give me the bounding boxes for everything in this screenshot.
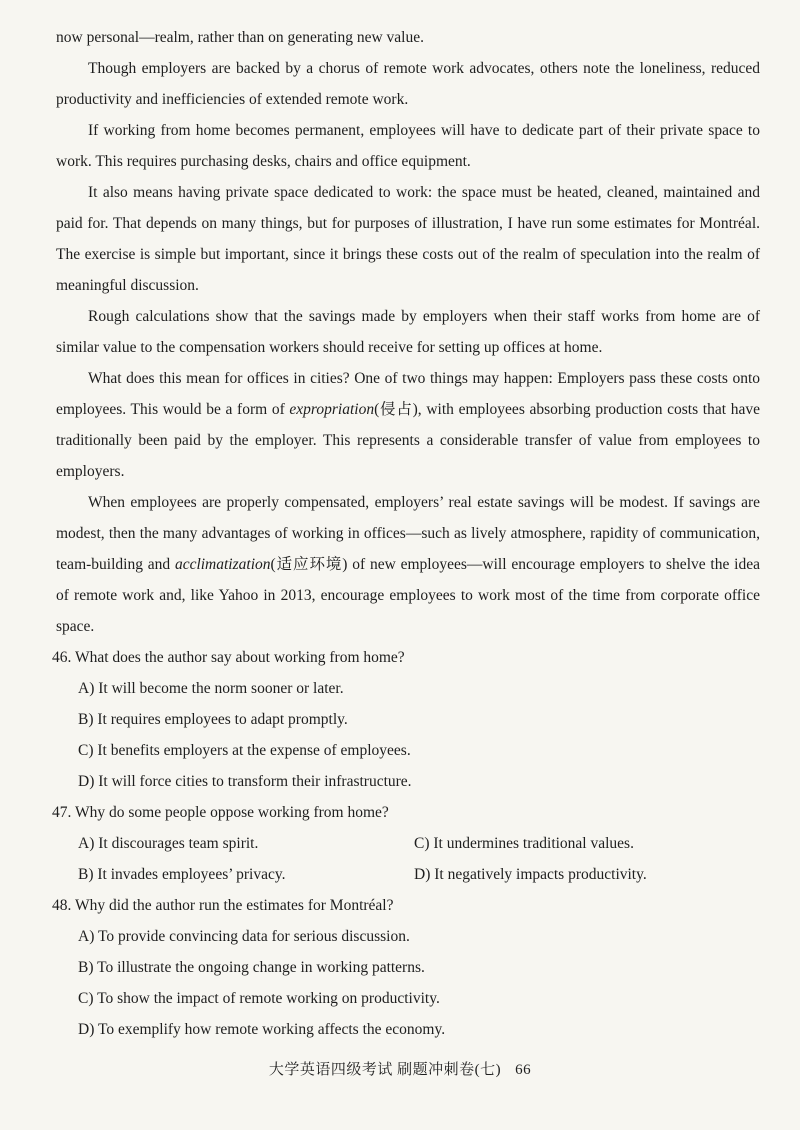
option-c: C) To show the impact of remote working on productivity.	[78, 990, 440, 1007]
passage-paragraph	[56, 487, 760, 642]
italic-term: expropriation	[289, 401, 375, 418]
paragraph-text: of new employees—will encourage employers to shelve the idea of remote work and, like Yahoo in 2013, encourage employees to work most of the time from corporate office space.	[56, 556, 760, 635]
question-stem: 48. Why did the author run the estimates for Montréal?	[52, 897, 394, 914]
page-number: 66	[515, 1062, 532, 1078]
option-a: A) It discourages team spirit.	[78, 835, 259, 852]
option-b: B) It requires employees to adapt promptly.	[78, 711, 348, 728]
paragraph-text: , with employees absorbing production costs that have traditionally been paid by the employer. This represents a considerable transfer of value from employees to employers.	[56, 401, 760, 480]
option-a: A) It will become the norm sooner or later.	[78, 680, 344, 697]
paragraph-text: When employees are properly compensated, employers’ real estate savings will be modest. If savings are modest, then the many advantages of working in offices—such as lively atmosphere, rapidity of communication, team-building and	[56, 494, 760, 573]
footer-title: 大学英语四级考试 刷题冲刺卷(七)	[268, 1062, 502, 1078]
page-footer	[0, 1058, 800, 1079]
passage-paragraph: Rough calculations show that the savings made by employers when their staff works from home are of similar value to the compensation workers should receive for setting up offices at home.	[56, 308, 760, 356]
passage-paragraph: If working from home becomes permanent, employees will have to dedicate part of their private space to work. This requires purchasing desks, chairs and office equipment.	[56, 122, 760, 170]
question-48	[52, 890, 760, 1045]
passage-paragraph: now personal—realm, rather than on generating new value.	[56, 29, 424, 46]
question-46	[52, 642, 760, 797]
option-c: C) It benefits employers at the expense of employees.	[78, 742, 411, 759]
question-stem: 47. Why do some people oppose working from home?	[52, 804, 389, 821]
answer-options	[56, 673, 760, 797]
italic-term: acclimatization	[174, 556, 271, 573]
option-d: D) It will force cities to transform their infrastructure.	[78, 773, 412, 790]
passage-paragraph	[56, 363, 760, 487]
passage-paragraph: It also means having private space dedicated to work: the space must be heated, cleaned, maintained and paid for. That depends on many things, but for purposes of illustration, I have run some estimates for Montréal. The exercise is simple but important, since it brings these costs out of the realm of speculation into the realm of meaningful discussion.	[56, 184, 760, 294]
option-b: B) It invades employees’ privacy.	[78, 866, 286, 883]
option-c: C) It undermines traditional values.	[414, 835, 634, 852]
question-stem: 46. What does the author say about working from home?	[52, 649, 405, 666]
page-content	[52, 22, 760, 1045]
question-47	[52, 797, 760, 890]
option-b: B) To illustrate the ongoing change in working patterns.	[78, 959, 425, 976]
option-d: D) It negatively impacts productivity.	[414, 866, 647, 883]
option-a: A) To provide convincing data for serious discussion.	[78, 928, 410, 945]
option-d: D) To exemplify how remote working affects the economy.	[78, 1021, 446, 1038]
chinese-gloss: (侵占)	[374, 401, 418, 418]
paragraph-text: What does this mean for offices in cities? One of two things may happen: Employers pass these costs onto employees. This would be a form of	[56, 370, 760, 418]
answer-options	[56, 921, 760, 1045]
chinese-gloss: (适应环境)	[270, 556, 348, 573]
answer-options	[56, 828, 760, 890]
passage-paragraph: Though employers are backed by a chorus of remote work advocates, others note the loneliness, reduced productivity and inefficiencies of extended remote work.	[56, 60, 760, 108]
